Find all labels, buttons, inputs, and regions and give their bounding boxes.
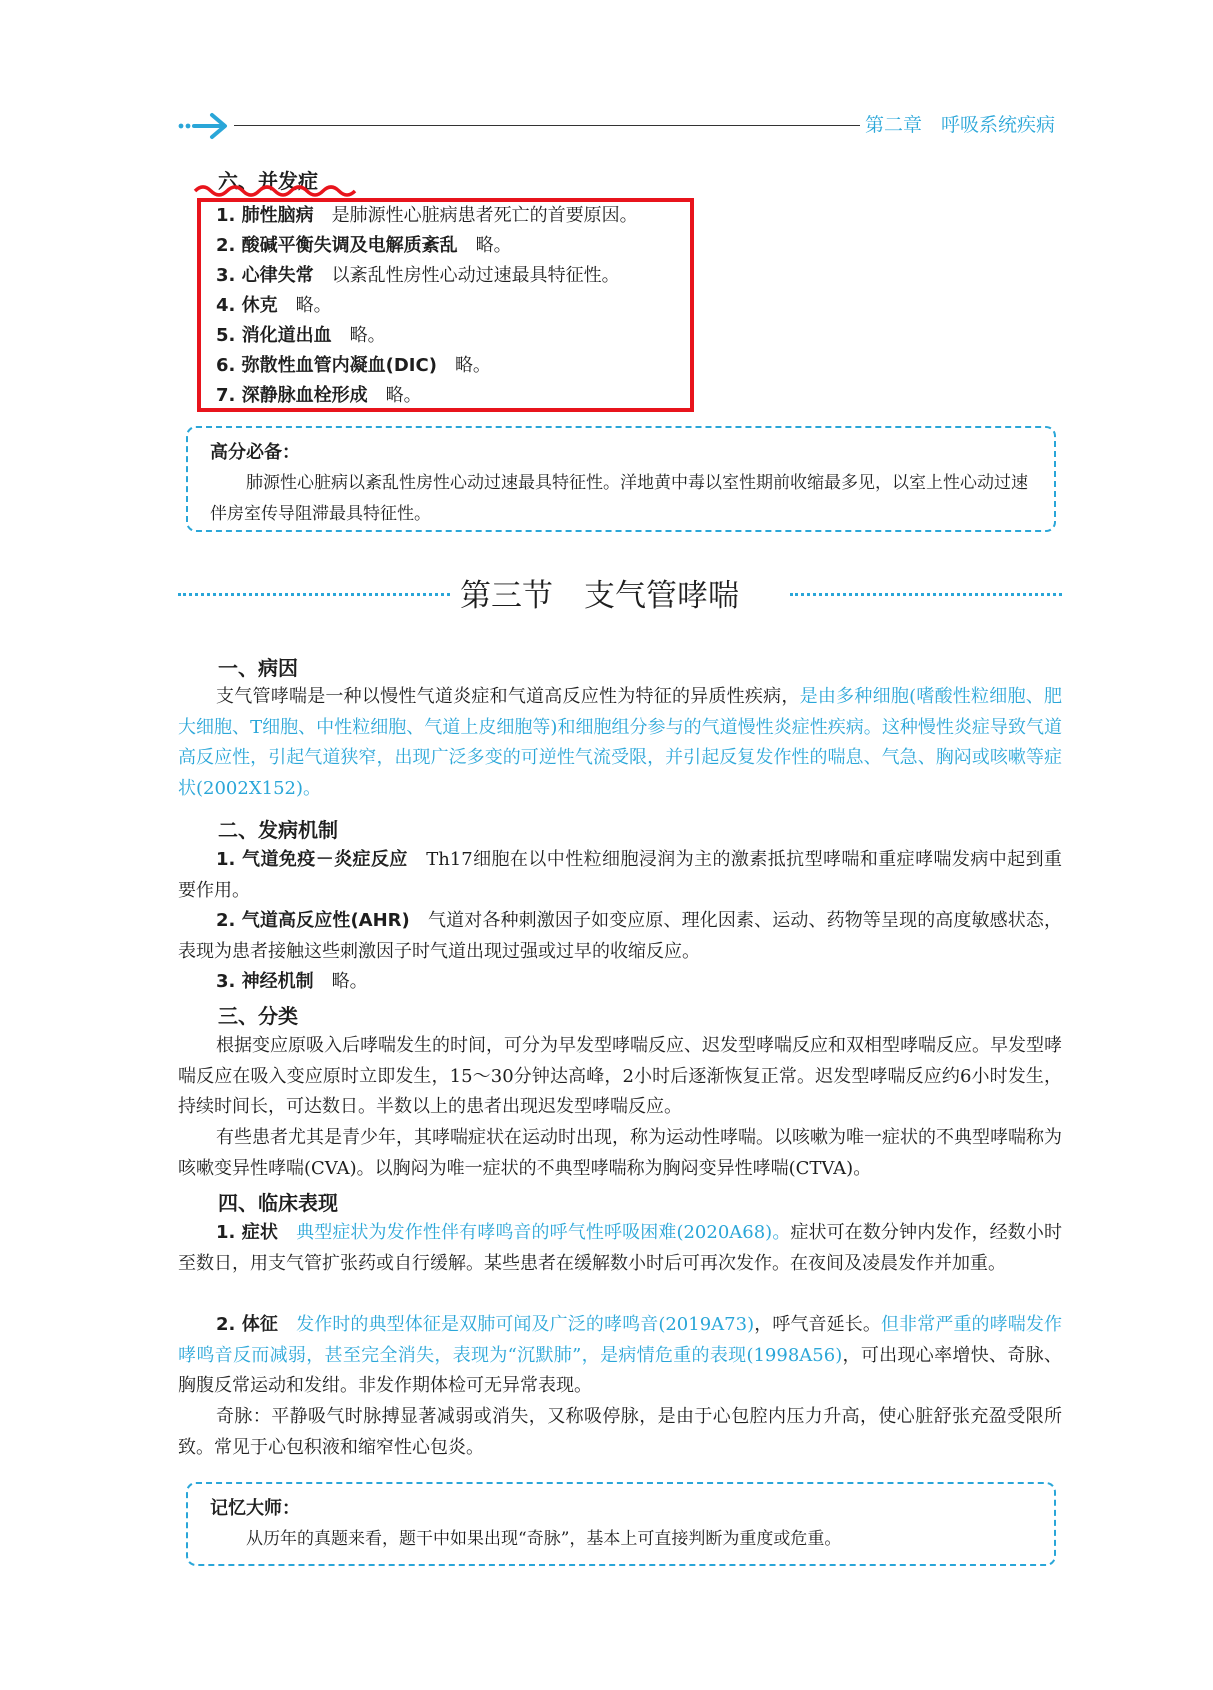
sign-paragraph — [178, 1310, 1062, 1402]
tip-label: 高分必备： — [210, 442, 300, 463]
clinical-heading: 四、临床表现 — [218, 1191, 338, 1215]
complication-item — [216, 381, 422, 407]
item-label: 2. 酸碱平衡失调及电解质紊乱 — [216, 235, 458, 256]
item-label: 5. 消化道出血 — [216, 325, 332, 346]
mechanism-heading: 二、发病机制 — [218, 818, 338, 842]
item-label: 2. 气道高反应性(AHR) — [216, 910, 410, 931]
section-divider-left — [178, 593, 450, 596]
item-text: 略。 — [295, 295, 332, 316]
symptom-highlight: 典型症状为发作性伴有哮鸣音的呼气性呼吸困难(2020A68)。 — [296, 1222, 791, 1243]
chapter-title: 第二章 呼吸系统疾病 — [865, 114, 1056, 136]
item-label: 1. 气道免疫－炎症反应 — [216, 849, 408, 870]
complication-item — [216, 261, 620, 287]
symptom-text: 症状可在数分钟内发作，经数小时至数日，用支气管扩张药或自行缓解。某些患者在缓解数小时后可再次发作。在夜间及凌晨发作并加重。 — [178, 1222, 1063, 1274]
tip-box-memory — [186, 1482, 1056, 1566]
item-text: 略。 — [454, 355, 491, 376]
mechanism-item — [178, 967, 1062, 998]
tip-text: 从历年的真题来看，题干中如果出现“奇脉”，基本上可直接判断为重度或危重。 — [246, 1529, 842, 1549]
etiology-paragraph — [178, 682, 1062, 804]
item-text: 略。 — [331, 971, 368, 992]
complication-item — [216, 321, 386, 347]
item-label: 3. 心律失常 — [216, 265, 314, 286]
complication-item — [216, 231, 512, 257]
symptom-label: 1. 症状 — [216, 1222, 278, 1243]
header-rule — [234, 125, 860, 126]
item-label: 7. 深静脉血栓形成 — [216, 385, 368, 406]
etiology-heading: 一、病因 — [218, 656, 298, 680]
item-text: 略。 — [475, 235, 512, 256]
item-text: 气道对各种刺激因子如变应原、理化因素、运动、药物等呈现的高度敏感状态，表现为患者接触这些刺激因子时气道出现过强或过早的收缩反应。 — [178, 910, 1063, 962]
item-text: 略。 — [349, 325, 386, 346]
item-label: 4. 休克 — [216, 295, 278, 316]
arrow-right-icon — [178, 112, 230, 140]
item-text: 以紊乱性房性心动过速最具特征性。 — [331, 265, 620, 286]
symptom-paragraph — [178, 1218, 1062, 1279]
sign-text: ，呼气音延长。 — [754, 1314, 881, 1335]
sign-highlight-2: 但非常严重的哮喘发作哮鸣音反而减弱，甚至完全消失，表现为“沉默肺”，是病情危重的表现(1998A56) — [178, 1314, 1063, 1366]
item-label: 6. 弥散性血管内凝血(DIC) — [216, 355, 437, 376]
complication-item — [216, 291, 332, 317]
tip-text: 肺源性心脏病以紊乱性房性心动过速最具特征性。洋地黄中毒以室性期前收缩最多见，以室上性心动过速伴房室传导阻滞最具特征性。 — [210, 473, 1028, 524]
mechanism-item — [178, 906, 1062, 967]
tip-box-high-score — [186, 426, 1056, 532]
mechanism-item — [178, 845, 1062, 906]
item-text: 略。 — [385, 385, 422, 406]
section-title: 第三节 支气管哮喘 — [460, 578, 739, 614]
sign-label: 2. 体征 — [216, 1314, 278, 1335]
item-label: 1. 肺性脑病 — [216, 205, 314, 226]
tip-label: 记忆大师： — [210, 1498, 300, 1519]
item-label: 3. 神经机制 — [216, 971, 314, 992]
section-divider-right — [790, 593, 1062, 596]
etiology-text: 支气管哮喘是一种以慢性气道炎症和气道高反应性为特征的异质性疾病， — [216, 686, 800, 707]
item-text: Th17细胞在以中性粒细胞浸润为主的激素抵抗型哮喘和重症哮喘发病中起到重要作用。 — [178, 849, 1062, 901]
complication-item — [216, 351, 491, 377]
pulsus-paragraph: 奇脉：平静吸气时脉搏显著减弱或消失，又称吸停脉，是由于心包腔内压力升高，使心脏舒张充盈受限所致。常见于心包积液和缩窄性心包炎。 — [178, 1406, 1062, 1458]
sign-highlight: 发作时的典型体征是双肺可闻及广泛的哮鸣音(2019A73) — [296, 1314, 755, 1335]
item-text: 是肺源性心脏病患者死亡的首要原因。 — [331, 205, 638, 226]
wavy-underline — [193, 183, 363, 197]
complication-item — [216, 201, 638, 227]
etiology-highlight: 是由多种细胞(嗜酸性粒细胞、肥大细胞、T细胞、中性粒细胞、气道上皮细胞等)和细胞组分参与的气道慢性炎症性疾病。这种慢性炎症导致气道高反应性，引起气道狭窄，出现广泛多变的可逆性气流受限，并引起反复发作性的喘息、气急、胸闷或咳嗽等症状(2002X152)。 — [178, 686, 1062, 799]
classification-paragraph: 根据变应原吸入后哮喘发生的时间，可分为早发型哮喘反应、迟发型哮喘反应和双相型哮喘反应。早发型哮喘反应在吸入变应原时立即发生，15～30分钟达高峰，2小时后逐渐恢复正常。迟发型哮喘反应约6小时发生，持续时间长，可达数日。半数以上的患者出现迟发型哮喘反应。 — [178, 1035, 1062, 1117]
classification-paragraph: 有些患者尤其是青少年，其哮喘症状在运动时出现，称为运动性哮喘。以咳嗽为唯一症状的不典型哮喘称为咳嗽变异性哮喘(CVA)。以胸闷为唯一症状的不典型哮喘称为胸闷变异性哮喘(CTVA)。 — [178, 1127, 1062, 1179]
complications-heading: 六、并发症 — [218, 169, 318, 193]
classification-heading: 三、分类 — [218, 1004, 298, 1028]
sign-text-2: ，可出现心率增快、奇脉、胸腹反常运动和发绀。非发作期体检可无异常表现。 — [178, 1344, 1062, 1396]
